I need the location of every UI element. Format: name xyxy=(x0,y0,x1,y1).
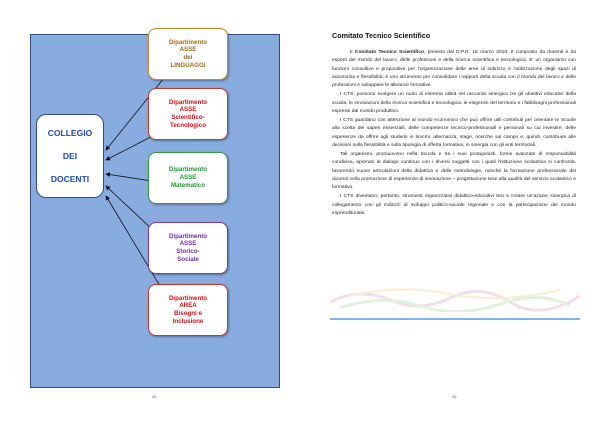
dept-line: ASSE xyxy=(179,174,197,182)
center-line-3: DOCENTI xyxy=(50,174,90,185)
dept-inclusione xyxy=(148,284,228,336)
page-number-right: 36 xyxy=(452,394,457,399)
footer-rule xyxy=(330,318,580,320)
dept-line: ASSE xyxy=(179,106,197,114)
paragraph: I CTS, possono svolgere un ruolo di estrema utilità nel raccordo sinergico tra gli obiettivi educativi della scuola, le innovazioni della ricerca scientifica e tecnologica, le esigenze del territorio e i fabbisogni professionali espressi dal mondo produttivo. xyxy=(332,92,576,114)
dept-line: Scientifico- xyxy=(171,114,205,121)
page-number-left: 35 xyxy=(152,394,157,399)
dept-line: AREA xyxy=(179,302,197,310)
dept-line: ASSE xyxy=(179,240,197,248)
paragraph: Tali organismi, promuovono nella Scuola e tra i suoi protagonisti, forme avanzate di responsabilità condivisa, aprendo al dialogo continuo con i diversi soggetti con i quali l'istituzione scolastica si confronta, favorendo nuove articolazioni della didattica e delle metodologie, nonché la formazione professionale dei docenti nella promozione di esperienze di innovazione – progettazione tese alla qualità del servizio scolastico e formativo. xyxy=(332,152,576,191)
dept-line: Bisogni e xyxy=(174,310,202,317)
paragraph: I CTS diventano, pertanto, strumenti organizzativi didattico-educativi tesi a creare un'azione sinergica di collegamento con gli indirizzi di sviluppo politico-sociale regionale e con la partecipazione del mondo imprenditoriale. xyxy=(332,194,576,216)
center-line-2: DEI xyxy=(62,150,78,161)
dept-title: Dipartimento xyxy=(168,294,208,302)
dept-scientifico xyxy=(148,88,228,140)
text-run: , previsto dal D.P.R. 15 marzo 2010, è composto da docenti e da esperti del mondo del lavoro, delle professioni e della ricerca scientifica e tecnologica. E' un organismo con funzioni consultive e propositive per l'organizzazione delle aree di indirizzo e l'utilizzazione degli spazi di autonomia e flessibilità; è uno strumento per consolidare i rapporti della scuola con il mondo del lavoro e delle professioni e sviluppare le alleanze formative. xyxy=(332,50,576,89)
dept-line: Tecnologico xyxy=(170,121,206,129)
dept-line: Storico- xyxy=(176,248,200,255)
text-bold: Comitato Tecnico Scientifico xyxy=(354,50,424,56)
dept-title: Dipartimento xyxy=(168,38,208,46)
paragraph: I CTS guardano con attenzione al mondo economico che può offrire utili contributi per orientare le Scuole alla scelta dei saperi essenziali, delle competenze tecnico-professionali e personali su cui investire, delle esperienze da offrire agli studenti in tirocini, alternanza, stage, ricerche sul campo e, quindi, contribuire alle decisioni sulla flessibilità e sulla tipologia di offerta formativa, in sinergia con gli enti territoriali. xyxy=(332,118,576,148)
dept-title: Dipartimento xyxy=(168,166,208,174)
dept-line: LINGUAGGI xyxy=(170,61,206,69)
dept-storico xyxy=(148,222,228,274)
dept-title: Dipartimento xyxy=(168,98,208,106)
dept-line: ASSE xyxy=(179,46,197,54)
paragraph xyxy=(332,49,576,90)
page-title: Comitato Tecnico Scientifico xyxy=(332,31,431,40)
collegio-docenti-box xyxy=(36,114,104,198)
dept-line: Matematico xyxy=(170,181,206,189)
center-line-1: COLLEGIO xyxy=(47,127,93,138)
dept-title: Dipartimento xyxy=(168,232,208,240)
text-run: Il xyxy=(350,50,355,56)
dept-line: dei xyxy=(183,54,193,61)
dept-line: Sociale xyxy=(177,255,199,263)
cts-text xyxy=(332,32,576,219)
decorative-watermark xyxy=(330,282,580,312)
dept-linguaggi xyxy=(148,28,228,80)
dept-line: Inclusione xyxy=(172,317,204,325)
dept-matematico xyxy=(148,152,228,204)
